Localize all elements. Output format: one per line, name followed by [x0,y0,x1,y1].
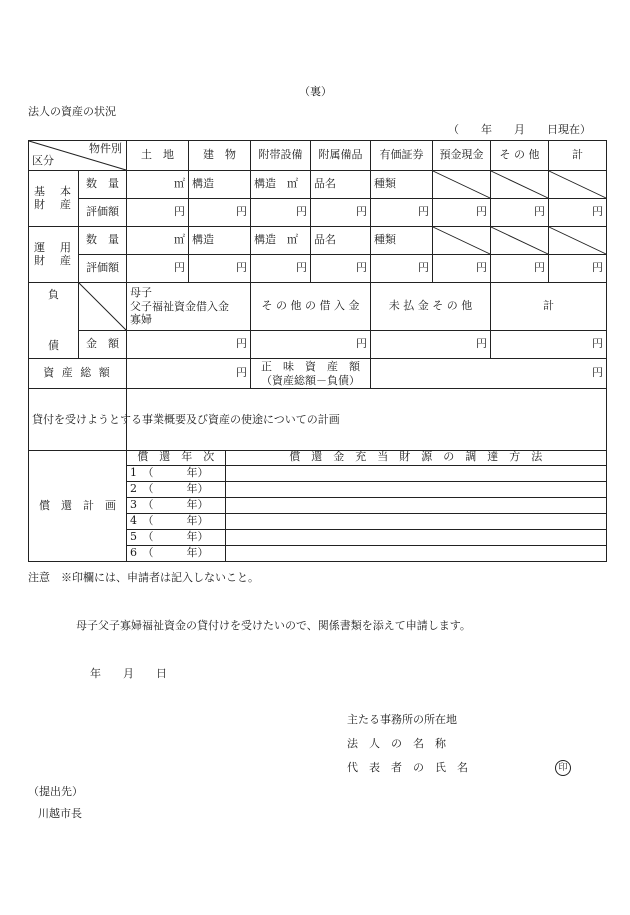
seal-mark: 印 [555,760,571,776]
yen-unit: 円 [251,255,311,283]
facility-structure: 構造 ㎡ [251,227,311,255]
valuation-label: 評価額 [79,255,127,283]
diagonal-cell [433,171,491,199]
application-statement: 母子父子寡婦福祉資金の貸付けを受けたいので、関係書類を添えて申請します。 [76,619,471,632]
debt-header-row [29,283,607,331]
debt-amount-row [29,331,607,359]
repayment-grid [127,451,606,561]
attention-note: 注意 ※印欄には、申請者は記入しないこと。 [28,571,259,584]
asset-status-table [28,140,607,562]
application-date: 年 月 日 [90,667,167,680]
office-address-label: 主たる事務所の所在地 [347,713,457,726]
yen-unit: 円 [491,255,549,283]
diagonal-cell [549,227,607,255]
land-sqm: ㎡ [127,227,189,255]
diagonal-cell [491,227,549,255]
col-header-cash: 預金現金 [433,141,491,171]
diagonal-cell [79,283,127,331]
yen-unit: 円 [189,255,251,283]
col-header-equipment: 附属備品 [311,141,371,171]
basic-property-valuation-row [29,199,607,227]
repayment-source-field[interactable] [225,529,606,545]
operating-property-quantity-row [29,227,607,255]
repayment-plan-label: 償 還 計 画 [29,451,127,562]
table-header-row [29,141,607,171]
business-plan-row [29,389,607,451]
yen-unit: 円 [371,359,607,389]
quantity-label: 数 量 [79,227,127,255]
facility-structure: 構造 ㎡ [251,171,311,199]
total-assets-row [29,359,607,389]
col-header-securities: 有価証券 [371,141,433,171]
yen-unit: 円 [433,199,491,227]
debt-label: 負 債 [29,283,79,359]
yen-unit: 円 [491,199,549,227]
repayment-year-2: 2 （ 年） [127,481,225,497]
yen-unit: 円 [371,331,491,359]
securities-kind: 種類 [371,171,433,199]
header-corner-cell [29,141,127,171]
submission-label: （提出先） [28,785,83,798]
diagonal-cell [491,171,549,199]
yen-unit: 円 [127,199,189,227]
building-structure: 構造 [189,227,251,255]
repayment-year-3: 3 （ 年） [127,497,225,513]
quantity-label: 数 量 [79,171,127,199]
unpaid-header: 未 払 金 そ の 他 [371,283,491,331]
col-header-building: 建 物 [189,141,251,171]
representative-name-label: 代 表 者 の 氏 名 [347,761,468,774]
side-label: （裏） [299,85,332,98]
operating-property-valuation-row [29,255,607,283]
corp-name-label: 法 人 の 名 称 [347,737,446,750]
repayment-source-field[interactable] [225,545,606,561]
equipment-item-name: 品名 [311,227,371,255]
equipment-item-name: 品名 [311,171,371,199]
valuation-label: 評価額 [79,199,127,227]
yen-unit: 円 [311,199,371,227]
building-structure: 構造 [189,171,251,199]
col-header-other: そ の 他 [491,141,549,171]
repayment-source-field[interactable] [225,513,606,529]
yen-unit: 円 [371,255,433,283]
repayment-grid-cell [127,451,607,562]
yen-unit: 円 [127,359,251,389]
business-plan-label: 貸付を受けようとする事業概要及び資産の使途についての計画 [29,389,127,451]
yen-unit: 円 [127,255,189,283]
yen-unit: 円 [251,331,371,359]
total-assets-label: 資 産 総 額 [29,359,127,389]
yen-unit: 円 [189,199,251,227]
corner-top-label: 物件別 [89,142,122,155]
yen-unit: 円 [549,199,607,227]
repayment-source-field[interactable] [225,465,606,481]
repayment-source-header: 償 還 金 充 当 財 源 の 調 達 方 法 [225,451,606,465]
repayment-row [29,451,607,562]
yen-unit: 円 [251,199,311,227]
diagonal-cell [433,227,491,255]
land-sqm: ㎡ [127,171,189,199]
operating-property-label: 運 用 財 産 [29,227,79,283]
repayment-source-field[interactable] [225,497,606,513]
repayment-year-6: 6 （ 年） [127,545,225,561]
debt-total-header: 計 [491,283,607,331]
other-loan-header: そ の 他 の 借 入 金 [251,283,371,331]
basic-property-quantity-row [29,171,607,199]
net-assets-label: 正 味 資 産 額 （資産総額－負債） [251,359,371,389]
date-line: （ 年 月 日現在） [448,123,591,136]
yen-unit: 円 [491,331,607,359]
repayment-year-1: 1 （ 年） [127,465,225,481]
repayment-year-4: 4 （ 年） [127,513,225,529]
amount-label: 金 額 [79,331,127,359]
yen-unit: 円 [433,255,491,283]
submission-recipient: 川越市長 [38,807,82,820]
securities-kind: 種類 [371,227,433,255]
welfare-loan-header: 母子 父子福祉資金借入金 寡婦 [127,283,251,331]
basic-property-label: 基 本 財 産 [29,171,79,227]
repayment-year-header: 償 還 年 次 [127,451,225,465]
repayment-year-5: 5 （ 年） [127,529,225,545]
col-header-facility: 附帯設備 [251,141,311,171]
yen-unit: 円 [311,255,371,283]
repayment-source-field[interactable] [225,481,606,497]
yen-unit: 円 [549,255,607,283]
col-header-total: 計 [549,141,607,171]
section-title: 法人の資産の状況 [28,105,116,118]
yen-unit: 円 [127,331,251,359]
corner-bottom-label: 区分 [32,154,54,168]
yen-unit: 円 [371,199,433,227]
col-header-land: 土 地 [127,141,189,171]
diagonal-cell [549,171,607,199]
